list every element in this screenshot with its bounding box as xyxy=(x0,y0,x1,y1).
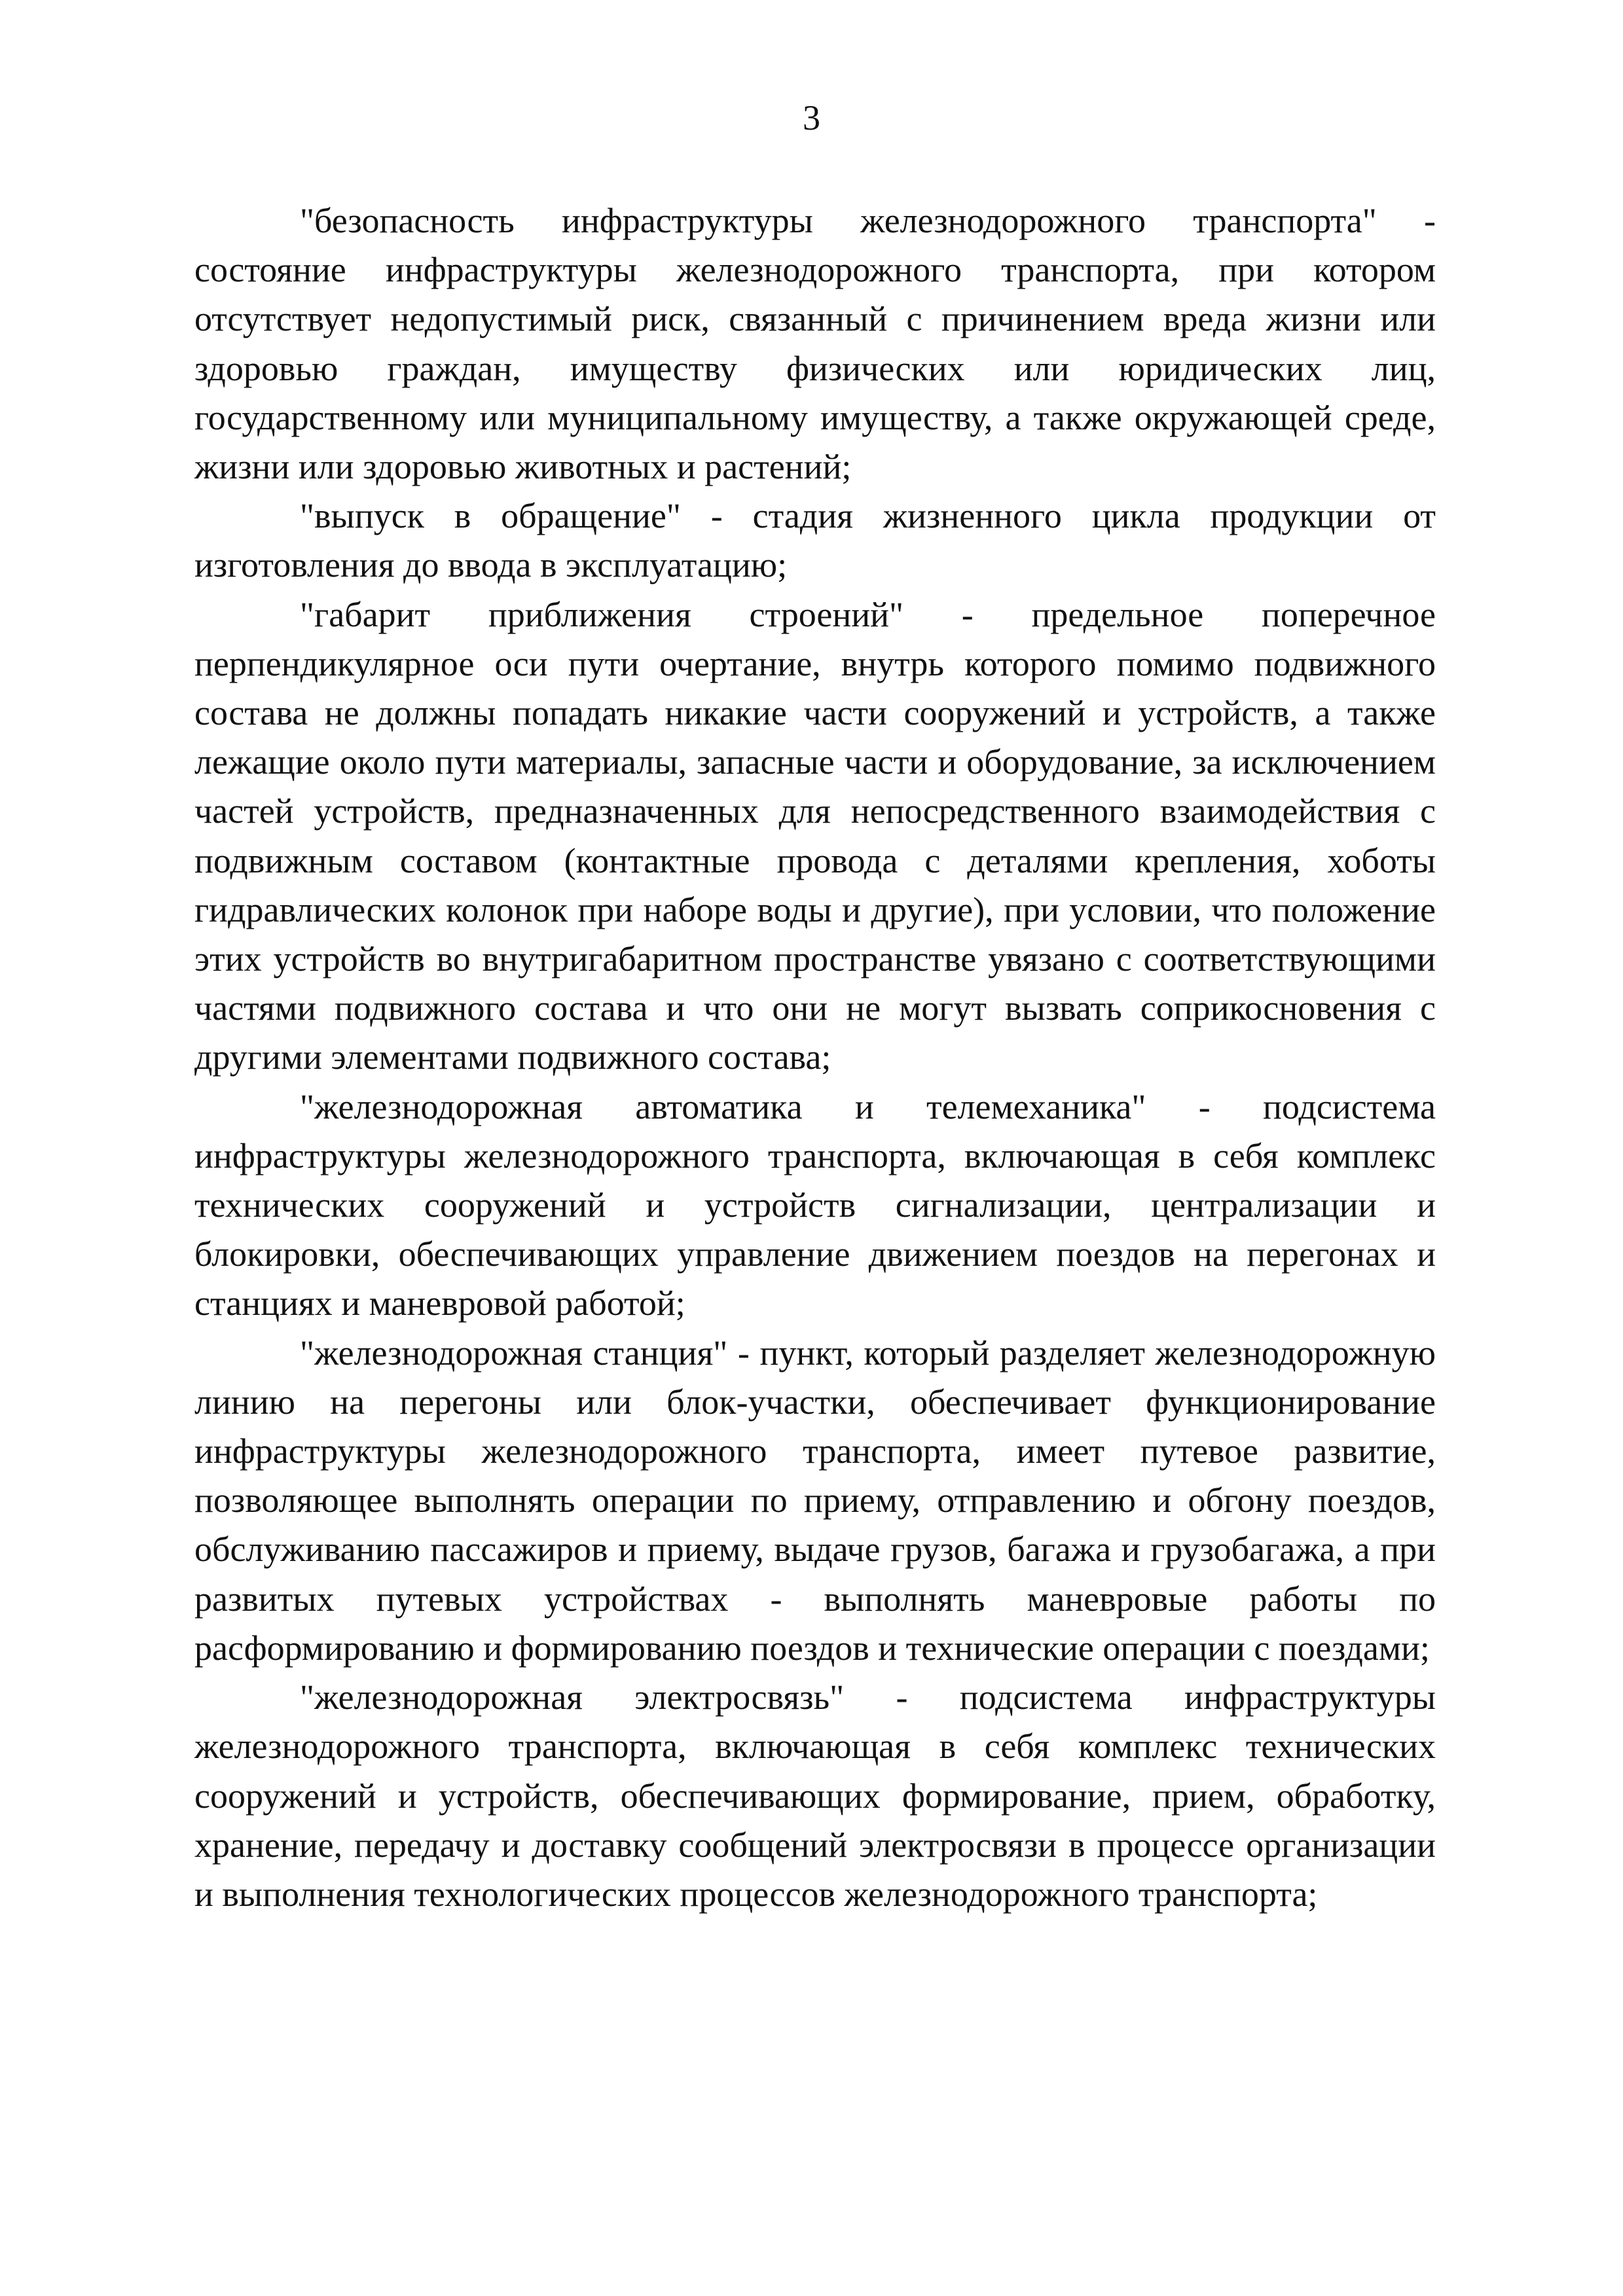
paragraph-railway-station: "железнодорожная станция" - пункт, который разделяет железнодорожную линию на перегоны или блок-участки, обеспечивает функционирование инфраструктуры железнодорожного транспорта, имеет путевое развитие, позволяющее выполнять операции по приему, отправлению и обгону поездов, обслуживанию пассажиров и приему, выдаче грузов, багажа и грузобагажа, а при развитых путевых устройствах - выполнять маневровые работы по расформированию и формированию поездов и технические операции с поездами; xyxy=(194,1333,1436,1668)
paragraph-railway-automation: "железнодорожная автоматика и телемеханика" - подсистема инфраструктуры железнодорожного транспорта, включающая в себя комплекс технических сооружений и устройств сигнализации, централизации и блокировки, обеспечивающих управление движением поездов на перегонах и станциях и маневровой работой; xyxy=(194,1086,1436,1323)
document-body xyxy=(194,196,1436,1919)
paragraph-infrastructure-safety: "безопасность инфраструктуры железнодорожного транспорта" - состояние инфраструктуры железнодорожного транспорта, при котором отсутствует недопустимый риск, связанный с причинением вреда жизни или здоровью граждан, имуществу физических или юридических лиц, государственному или муниципальному имуществу, а также окружающей среде, жизни или здоровью животных и растений; xyxy=(194,201,1436,487)
paragraph-railway-telecommunication: "железнодорожная электросвязь" - подсистема инфраструктуры железнодорожного транспорта, включающая в себя комплекс технических сооружений и устройств, обеспечивающих формирование, прием, обработку, хранение, передачу и доставку сообщений электросвязи в процессе организации и выполнения технологических процессов железнодорожного транспорта; xyxy=(194,1677,1436,1914)
paragraph-release-into-circulation: "выпуск в обращение" - стадия жизненного цикла продукции от изготовления до ввода в эксплуатацию; xyxy=(194,496,1436,585)
paragraph-structure-clearance-gauge: "габарит приближения строений" - предельное поперечное перпендикулярное оси пути очертание, внутрь которого помимо подвижного состава не должны попадать никакие части сооружений и устройств, а также лежащие около пути материалы, запасные части и оборудование, за исключением частей устройств, предназначенных для непосредственного взаимодействия с подвижным составом (контактные провода с деталями крепления, хоботы гидравлических колонок при наборе воды и другие), при условии, что положение этих устройств во внутригабаритном пространстве увязано с соответствующими частями подвижного состава и что они не могут вызвать соприкосновения с другими элементами подвижного состава; xyxy=(194,594,1436,1077)
page-number: 3 xyxy=(803,98,820,137)
